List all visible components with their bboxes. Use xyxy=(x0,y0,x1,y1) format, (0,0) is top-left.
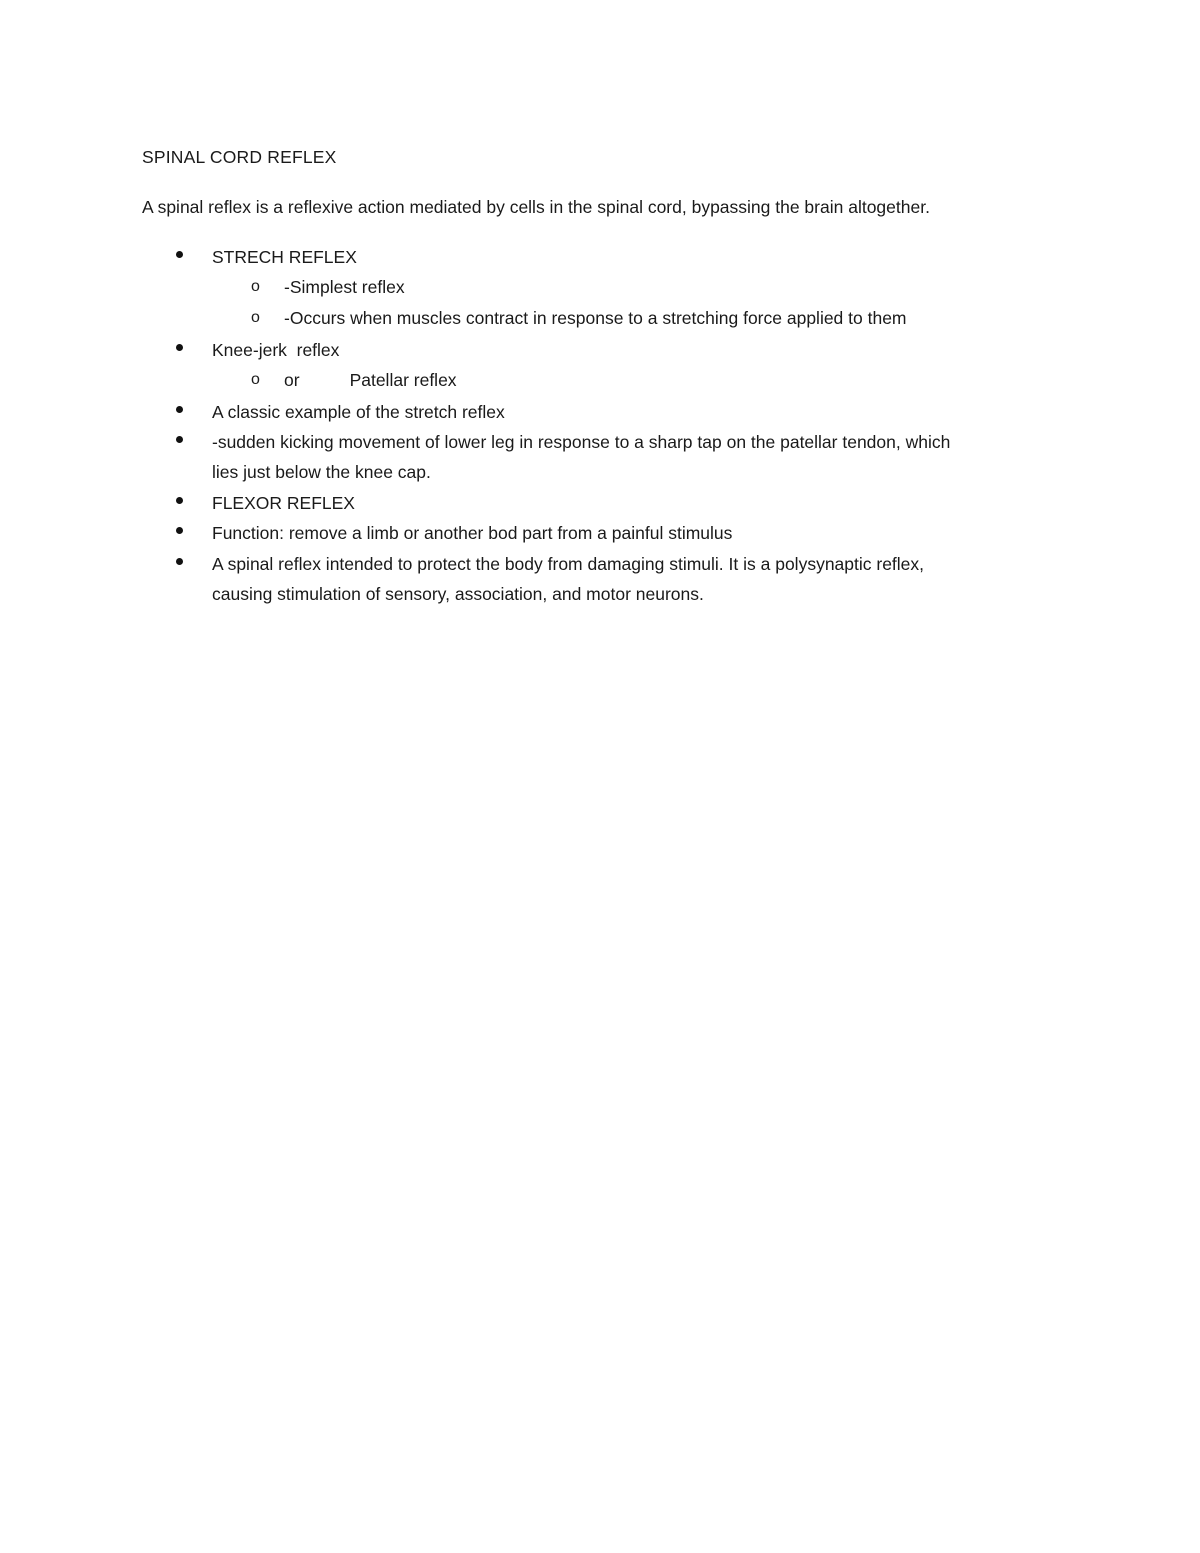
document-title: SPINAL CORD REFLEX xyxy=(142,147,337,167)
bullet-marker xyxy=(176,251,183,258)
list-item: Knee-jerk reflex xyxy=(212,340,340,360)
list-item-line-2: lies just below the knee cap. xyxy=(212,462,431,482)
sub-bullet-marker: o xyxy=(251,309,260,326)
intro-paragraph: A spinal reflex is a reflexive action mediated by cells in the spinal cord, bypassing the brain altogether. xyxy=(142,197,930,217)
bullet-marker xyxy=(176,344,183,351)
sub-list-item-patellar: Patellar reflex xyxy=(349,370,457,390)
list-item: A classic example of the stretch reflex xyxy=(212,402,505,422)
bullet-marker xyxy=(176,497,183,504)
bullet-marker xyxy=(176,436,183,443)
list-item-line-1: -sudden kicking movement of lower leg in response to a sharp tap on the patellar tendon, which xyxy=(212,432,951,452)
list-item-line-2: causing stimulation of sensory, association, and motor neurons. xyxy=(212,584,704,604)
sub-list-item xyxy=(284,369,457,391)
sub-list-item: -Occurs when muscles contract in response to a stretching force applied to them xyxy=(284,308,907,328)
list-item-line-1: A spinal reflex intended to protect the body from damaging stimuli. It is a polysynaptic reflex, xyxy=(212,554,925,574)
bullet-marker xyxy=(176,558,183,565)
sub-list-item: -Simplest reflex xyxy=(284,277,405,297)
list-item: FLEXOR REFLEX xyxy=(212,493,355,513)
bullet-marker xyxy=(176,406,183,413)
list-item: Function: remove a limb or another bod part from a painful stimulus xyxy=(212,523,733,543)
sub-bullet-marker: o xyxy=(251,278,260,295)
bullet-marker xyxy=(176,527,183,534)
sub-bullet-marker: o xyxy=(251,371,260,388)
list-item: STRECH REFLEX xyxy=(212,247,357,267)
sub-list-item-or: or xyxy=(284,370,300,390)
